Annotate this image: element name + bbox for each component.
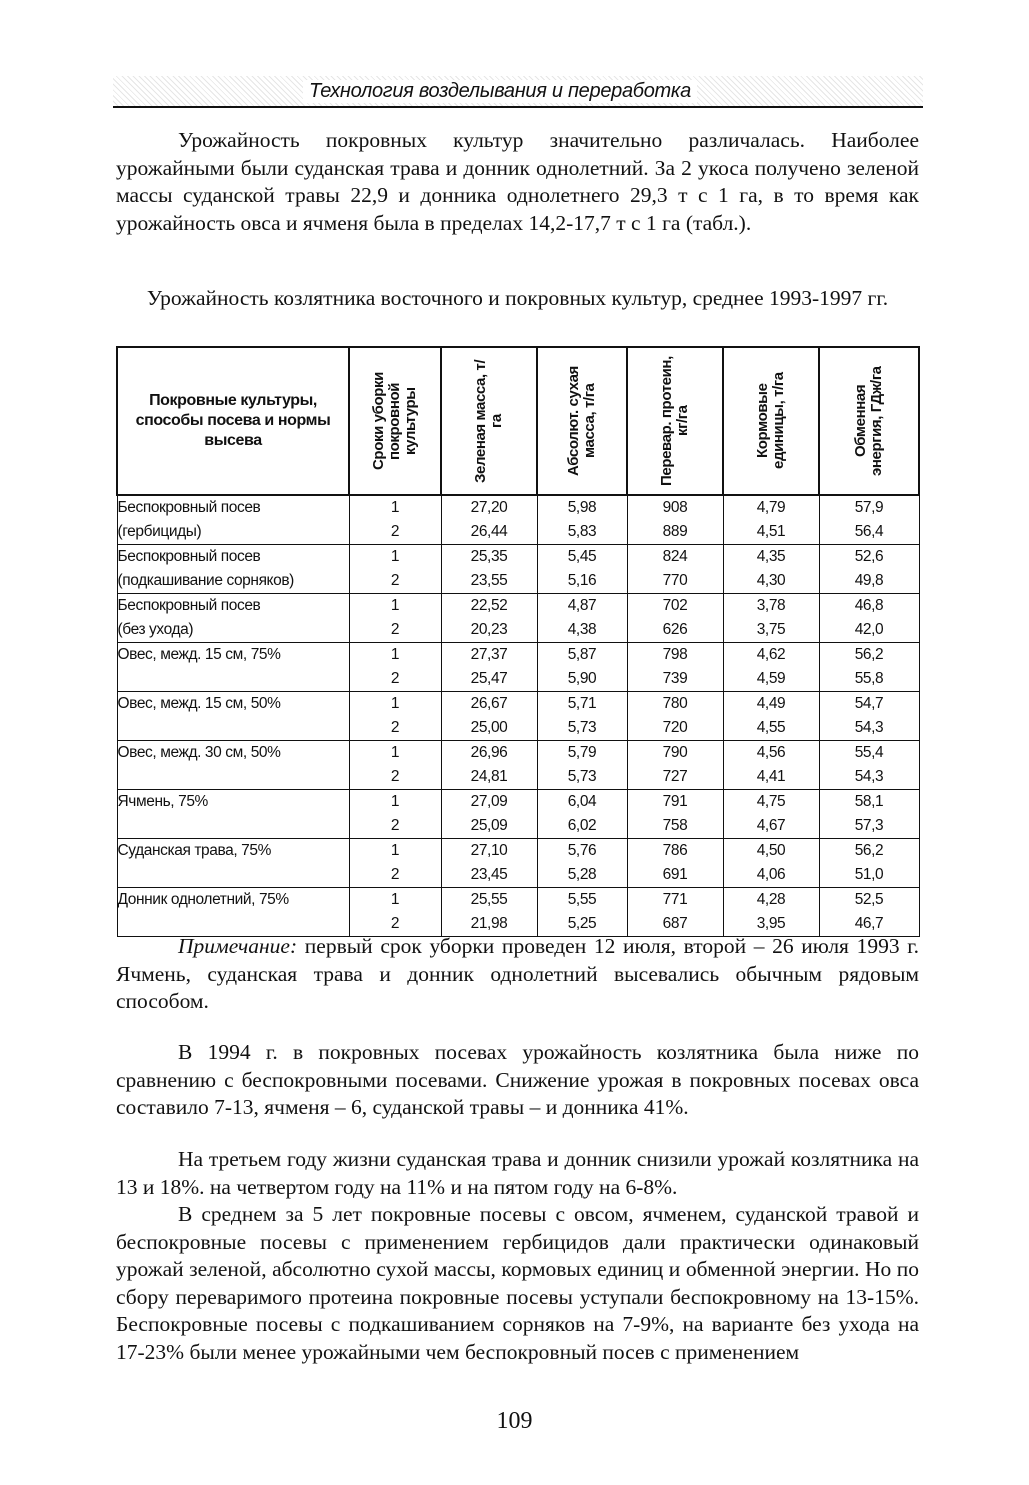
cell-feed-units [723,594,819,643]
cell-value: 727 [662,768,688,785]
page-number: 109 [496,1408,533,1434]
running-head-title: Технология возделывания и переработка [303,80,697,103]
cell-crop-name [117,643,349,692]
cell-value: 4,75 [756,793,786,810]
cell-value: 770 [662,572,688,589]
header-energy: Обменная энергия, ГДж/га [819,347,919,495]
cell-value: 5,83 [567,523,597,540]
cell-value: 2 [390,866,400,883]
cell-value: 5,45 [567,548,597,565]
header-crop: Покровные культуры, способы посева и нормы высева [117,347,349,495]
cell-value: 25,55 [470,891,508,908]
cell-crop-name [117,692,349,741]
cell-feed-units [723,888,819,937]
cell-value [118,716,349,740]
cell-value: 2 [390,572,400,589]
cell-value: 5,71 [567,695,597,712]
cell-value: 24,81 [470,768,508,785]
paragraph-1994: В 1994 г. в покровных посевах урожайность козлятника была ниже по сравнению с беспокровными посевами. Снижение урожая в покровных посевах овса составило 7-13, ячменя – 6, суданской травы – и донника 41%. [116,1040,919,1119]
cell-value: 55,8 [854,670,884,687]
cell-dry-mass [537,545,627,594]
cell-green-mass [441,839,537,888]
table-row [117,888,919,937]
cell-value: 23,45 [470,866,508,883]
cell-value: 56,2 [854,842,884,859]
cell-value: 51,0 [854,866,884,883]
cell-value: 58,1 [854,793,884,810]
cell-value: 27,20 [470,499,508,516]
cell-harvest-term [349,741,441,790]
cell-energy [819,692,919,741]
cell-value: 3,95 [756,915,786,932]
cell-value: 5,55 [567,891,597,908]
cell-value: 4,49 [756,695,786,712]
cell-green-mass [441,495,537,545]
cell-value: Овес, межд. 15 см, 50% [117,695,281,712]
note-text: первый срок уборки проведен 12 июля, второй – 26 июля 1993 г. Ячмень, суданская трава и донник однолетний высевались обычным рядовым способом. [116,934,919,1013]
cell-value: 5,73 [567,768,597,785]
cell-value: 2 [390,915,400,932]
cell-value: 2 [390,817,400,834]
cell-feed-units [723,495,819,545]
cell-value: 4,35 [756,548,786,565]
table-row [117,839,919,888]
cell-value: 1 [390,695,400,712]
cell-value: 54,7 [854,695,884,712]
cell-value: 26,67 [470,695,508,712]
table-body [117,495,919,937]
cell-value: Суданская трава, 75% [117,842,272,859]
cell-value: 702 [662,597,688,614]
cell-harvest-term [349,643,441,692]
cell-value: 5,16 [567,572,597,589]
cell-green-mass [441,888,537,937]
yield-table [116,346,920,937]
table-header-row [117,347,919,495]
cell-value: 798 [662,646,688,663]
cell-feed-units [723,643,819,692]
cell-value: 26,44 [470,523,508,540]
cell-value: 49,8 [854,572,884,589]
cell-energy [819,790,919,839]
cell-feed-units [723,692,819,741]
cell-value: 6,04 [567,793,597,810]
cell-crop-name [117,888,349,937]
cell-harvest-term [349,790,441,839]
cell-value: 55,4 [854,744,884,761]
cell-value [118,814,349,838]
cell-value: (без ухода) [117,621,194,638]
cell-value: 1 [390,744,400,761]
cell-green-mass [441,545,537,594]
cell-energy [819,839,919,888]
cell-value: 5,25 [567,915,597,932]
cell-crop-name [117,741,349,790]
cell-protein [627,790,723,839]
cell-crop-name [117,594,349,643]
cell-value: 4,30 [756,572,786,589]
cell-value [118,765,349,789]
cell-dry-mass [537,594,627,643]
cell-value: 824 [662,548,688,565]
cell-value: 739 [662,670,688,687]
intro-paragraph: Урожайность покровных культур значительно различалась. Наиболее урожайными были суданская трава и донник однолетний. За 2 укоса получено зеленой массы суданской травы 22,9 и донника однолетнего 29,3 т с 1 га, в то время как урожайность овса и ячменя была в пределах 14,2-17,7 т с 1 га (табл.). [116,128,919,235]
cell-value: 2 [390,523,400,540]
cell-value: 20,23 [470,621,508,638]
cell-value: 25,09 [470,817,508,834]
cell-value: 4,55 [756,719,786,736]
note-label: Примечание: [178,934,298,958]
cell-value: 4,41 [756,768,786,785]
cell-value: 4,59 [756,670,786,687]
cell-green-mass [441,790,537,839]
cell-value: 5,28 [567,866,597,883]
cell-harvest-term [349,495,441,545]
cell-value: 4,79 [756,499,786,516]
cell-value: 4,56 [756,744,786,761]
cell-value: 691 [662,866,688,883]
cell-value: 720 [662,719,688,736]
cell-energy [819,594,919,643]
cell-value: 46,7 [854,915,884,932]
cell-value: Донник однолетний, 75% [117,891,289,908]
cell-value: 23,55 [470,572,508,589]
cell-value: 42,0 [854,621,884,638]
cell-protein [627,545,723,594]
cell-value: 786 [662,842,688,859]
cell-value: 52,5 [854,891,884,908]
cell-value: 4,38 [567,621,597,638]
header-protein: Перевар. протеин, кг/га [627,347,723,495]
cell-value: 4,67 [756,817,786,834]
cell-value: 5,73 [567,719,597,736]
cell-dry-mass [537,790,627,839]
cell-value: 54,3 [854,768,884,785]
cell-energy [819,741,919,790]
cell-value: 3,78 [756,597,786,614]
table-row [117,741,919,790]
table-row [117,495,919,545]
cell-value: 54,3 [854,719,884,736]
cell-value: Беспокровный посев [117,548,261,565]
cell-value: 791 [662,793,688,810]
header-term: Сроки уборки покровной культуры [349,347,441,495]
cell-value: 790 [662,744,688,761]
cell-value: 1 [390,891,400,908]
cell-value: 5,79 [567,744,597,761]
cell-value: 4,06 [756,866,786,883]
cell-value: 1 [390,842,400,859]
cell-green-mass [441,594,537,643]
cell-value: 1 [390,793,400,810]
cell-value: 5,90 [567,670,597,687]
cell-value: 4,87 [567,597,597,614]
cell-value [118,863,349,887]
cell-protein [627,643,723,692]
cell-value: Овес, межд. 30 см, 50% [117,744,281,761]
cell-value: 27,10 [470,842,508,859]
cell-protein [627,741,723,790]
cell-crop-name [117,839,349,888]
cell-green-mass [441,643,537,692]
cell-dry-mass [537,643,627,692]
cell-value: 5,76 [567,842,597,859]
cell-value: 57,9 [854,499,884,516]
cell-value: 5,87 [567,646,597,663]
paragraph-third-year: На третьем году жизни суданская трава и донник снизили урожай козлятника на 13 и 18%. на четвертом году на 11% и на пятом году на 6-8%. [116,1147,919,1199]
cell-protein [627,839,723,888]
cell-value: 3,75 [756,621,786,638]
cell-value: 26,96 [470,744,508,761]
cell-value: 626 [662,621,688,638]
cell-dry-mass [537,692,627,741]
cell-value: 908 [662,499,688,516]
cell-value: 21,98 [470,915,508,932]
cell-value: 2 [390,670,400,687]
cell-value: 687 [662,915,688,932]
cell-protein [627,888,723,937]
cell-protein [627,495,723,545]
cell-energy [819,495,919,545]
cell-feed-units [723,839,819,888]
running-head [113,76,923,108]
cell-green-mass [441,692,537,741]
cell-value: 27,09 [470,793,508,810]
cell-dry-mass [537,741,627,790]
cell-protein [627,692,723,741]
cell-protein [627,594,723,643]
header-dry-mass: Абсолют. сухая масса, т/га [537,347,627,495]
cell-energy [819,643,919,692]
cell-dry-mass [537,495,627,545]
cell-value: 6,02 [567,817,597,834]
cell-energy [819,888,919,937]
cell-value: 1 [390,499,400,516]
cell-green-mass [441,741,537,790]
cell-feed-units [723,741,819,790]
cell-value: 46,8 [854,597,884,614]
cell-value: 25,47 [470,670,508,687]
cell-value: (гербициды) [117,523,202,540]
cell-value: 2 [390,719,400,736]
cell-value: 2 [390,621,400,638]
cell-dry-mass [537,888,627,937]
cell-value: Ячмень, 75% [117,793,208,810]
cell-value: 1 [390,646,400,663]
table-row [117,643,919,692]
table-row [117,594,919,643]
cell-value: 771 [662,891,688,908]
cell-energy [819,545,919,594]
cell-value: 56,4 [854,523,884,540]
cell-value: 27,37 [470,646,508,663]
cell-value: 2 [390,768,400,785]
cell-value: 52,6 [854,548,884,565]
cell-value: 4,50 [756,842,786,859]
table-row [117,545,919,594]
cell-value: 4,28 [756,891,786,908]
cell-crop-name [117,545,349,594]
cell-value: 4,51 [756,523,786,540]
cell-value: (подкашивание сорняков) [117,572,294,589]
cell-feed-units [723,790,819,839]
cell-value: Беспокровный посев [117,597,261,614]
table-row [117,692,919,741]
table-note [116,933,919,1016]
table-row [117,790,919,839]
cell-value: 4,62 [756,646,786,663]
cell-harvest-term [349,839,441,888]
cell-value: 25,00 [470,719,508,736]
table-caption: Урожайность козлятника восточного и покровных культур, среднее 1993-1997 гг. [146,286,889,310]
cell-value: 780 [662,695,688,712]
cell-value: 5,98 [567,499,597,516]
header-feed-units: Кормовые единицы, т/га [723,347,819,495]
cell-harvest-term [349,692,441,741]
cell-harvest-term [349,888,441,937]
cell-crop-name [117,495,349,545]
cell-value: Беспокровный посев [117,499,261,516]
cell-value: 758 [662,817,688,834]
cell-crop-name [117,790,349,839]
header-green-mass: Зеленая масса, т/га [441,347,537,495]
cell-harvest-term [349,594,441,643]
cell-value: 57,3 [854,817,884,834]
cell-value: 1 [390,548,400,565]
cell-value [118,667,349,691]
cell-value: 25,35 [470,548,508,565]
cell-value: 56,2 [854,646,884,663]
cell-value: 22,52 [470,597,508,614]
cell-harvest-term [349,545,441,594]
cell-feed-units [723,545,819,594]
cell-value: Овес, межд. 15 см, 75% [117,646,281,663]
cell-dry-mass [537,839,627,888]
cell-value: 889 [662,523,688,540]
paragraph-average: В среднем за 5 лет покровные посевы с овсом, ячменем, суданской травой и беспокровные посевы с применением гербицидов дали практически одинаковый урожай зеленой, абсолютно сухой массы, кормовых единиц и обменной энергии. Но по сбору переваримого протеина покровные посевы уступали беспокровному на 13-15%. Беспокровные посевы с подкашиванием сорняков на 7-9%, на варианте без ухода на 17-23% были менее урожайными чем беспокровный посев с применением [116,1202,919,1364]
cell-value: 1 [390,597,400,614]
